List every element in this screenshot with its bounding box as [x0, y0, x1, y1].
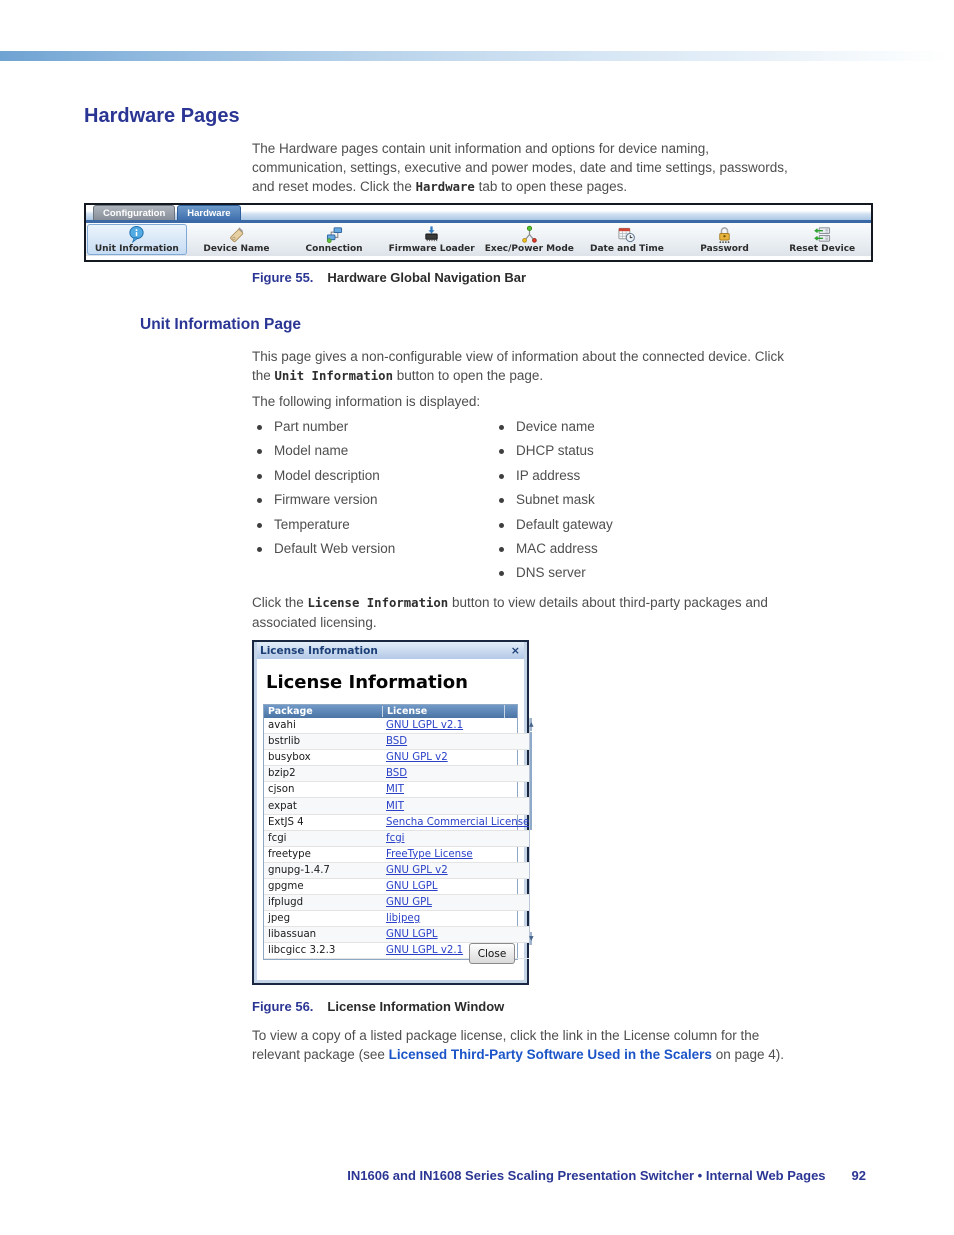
license-window — [252, 640, 534, 985]
window-content — [257, 659, 534, 980]
license-table — [263, 704, 534, 960]
close-button[interactable]: Close — [469, 943, 515, 964]
list-item: DHCP status — [494, 443, 613, 467]
window-heading: License Information — [266, 672, 468, 693]
list-item: Default gateway — [494, 517, 613, 541]
table-row — [264, 798, 529, 814]
intro-line: and reset modes. Click the Hardware tab to open these pages. — [252, 179, 628, 194]
scroll-up-button[interactable]: ▲ — [530, 718, 532, 731]
license-link[interactable]: GNU GPL v2 — [386, 752, 448, 764]
toolbar-button-unit-information[interactable]: Unit Information — [87, 224, 187, 255]
table-row — [264, 718, 529, 734]
node-tree-icon — [520, 225, 539, 244]
table-row — [264, 911, 529, 927]
package-name: gpgme — [268, 880, 304, 892]
package-name: ExtJS 4 — [268, 816, 304, 828]
table-body — [264, 718, 534, 959]
package-name: libcgicc 3.2.3 — [268, 945, 336, 957]
page-number: 92 — [851, 1168, 866, 1183]
table-row — [264, 831, 529, 847]
figure-title: Hardware Global Navigation Bar — [327, 270, 527, 285]
table-row — [264, 847, 529, 863]
column-header-scrollbar — [504, 705, 517, 718]
page-title: Hardware Pages — [84, 105, 240, 127]
package-name: ifplugd — [268, 897, 304, 909]
package-name: libassuan — [268, 929, 317, 941]
license-link[interactable]: BSD — [386, 736, 408, 748]
license-link[interactable]: MIT — [386, 784, 405, 796]
list-item: Firmware version — [252, 492, 395, 516]
list-item: DNS server — [494, 565, 613, 589]
window-titlebar — [257, 642, 524, 659]
license-link[interactable]: fcgi — [386, 832, 405, 844]
package-name: bzip2 — [268, 768, 296, 780]
section-intro-paragraph: This page gives a non-configurable view of information about the connected device. Click the Unit Information button to open the page. — [252, 349, 785, 383]
unit-information-code-text: Unit Information — [274, 369, 393, 383]
figure-label: Figure 55. — [252, 270, 314, 285]
section-title: Unit Information Page — [140, 316, 302, 333]
list-item: Temperature — [252, 517, 395, 541]
toolbar-button-reset-device[interactable]: Reset Device — [773, 223, 871, 256]
tab-hardware[interactable]: Hardware — [177, 205, 240, 220]
closing-paragraph: To view a copy of a listed package license, click the link in the License column for the relevant package (see Licensed Third-Party Software Used in the Scalers on page 4). — [252, 1028, 785, 1062]
license-link[interactable]: libjpeg — [386, 913, 421, 925]
reset-device-icon — [813, 225, 832, 244]
toolbar-button-device-name[interactable]: Device Name — [188, 223, 286, 256]
license-link[interactable]: GNU LGPL — [386, 880, 438, 892]
hardware-toolbar — [86, 223, 871, 256]
scrollbar[interactable] — [529, 718, 534, 945]
top-gradient-bar — [0, 51, 954, 61]
list-intro: The following information is displayed: — [252, 394, 481, 409]
package-name: jpeg — [268, 913, 291, 925]
package-name: expat — [268, 800, 297, 812]
license-paragraph: Click the License Information button to view details about third-party packages and associated licensing. — [252, 595, 768, 630]
package-name: freetype — [268, 848, 311, 860]
table-row — [264, 766, 529, 782]
list-item: IP address — [494, 468, 613, 492]
list-item: Part number — [252, 419, 395, 443]
intro-paragraph — [252, 139, 892, 197]
table-row — [264, 879, 529, 895]
list-item: Device name — [494, 419, 613, 443]
toolbar-button-connection[interactable]: Connection — [285, 223, 383, 256]
license-link[interactable]: Sencha Commercial License — [386, 816, 530, 828]
scroll-down-button[interactable]: ▼ — [530, 932, 532, 945]
page-footer — [252, 1168, 866, 1183]
column-header-license: License — [382, 706, 504, 717]
license-link[interactable]: GNU LGPL v2.1 — [386, 720, 464, 732]
license-link[interactable]: GNU LGPL — [386, 929, 438, 941]
table-header-row — [264, 705, 517, 718]
third-party-software-link[interactable]: Licensed Third-Party Software Used in the Scalers — [388, 1047, 712, 1062]
package-name: fcgi — [268, 832, 287, 844]
toolbar-button-exec-power-mode[interactable]: Exec/Power Mode — [481, 223, 579, 256]
list-item: Subnet mask — [494, 492, 613, 516]
table-row — [264, 895, 529, 911]
license-link[interactable]: MIT — [386, 800, 405, 812]
list-item: Model description — [252, 468, 395, 492]
package-name: busybox — [268, 752, 311, 764]
package-name: bstrlib — [268, 736, 301, 748]
figure-55-caption — [252, 270, 526, 285]
package-name: avahi — [268, 720, 296, 732]
license-link[interactable]: BSD — [386, 768, 408, 780]
toolbar-button-date-and-time[interactable]: Date and Time — [578, 223, 676, 256]
unit-info-list-right — [494, 419, 613, 590]
package-name: gnupg-1.4.7 — [268, 864, 330, 876]
list-item: MAC address — [494, 541, 613, 565]
toolbar-button-firmware-loader[interactable]: Firmware Loader — [383, 223, 481, 256]
navbar-figure — [84, 203, 873, 262]
figure-title: License Information Window — [327, 999, 505, 1014]
table-row — [264, 815, 529, 831]
network-connection-icon — [325, 225, 344, 244]
tab-strip — [86, 205, 871, 223]
license-link[interactable]: FreeType License — [386, 848, 473, 860]
intro-line: communication, settings, executive and power modes, date and time settings, passwords, — [252, 160, 788, 175]
table-row — [264, 782, 529, 798]
hardware-code-text: Hardware — [415, 180, 475, 194]
firmware-chip-icon — [422, 225, 441, 244]
license-link[interactable]: GNU GPL v2 — [386, 864, 448, 876]
list-item: Model name — [252, 443, 395, 467]
license-link[interactable]: GNU LGPL v2.1 — [386, 945, 464, 957]
figure-label: Figure 56. — [252, 999, 314, 1014]
scroll-thumb[interactable] — [530, 732, 532, 830]
calendar-clock-icon — [617, 225, 636, 244]
table-row — [264, 734, 529, 750]
name-tag-icon — [227, 225, 246, 244]
close-icon[interactable]: × — [510, 644, 520, 657]
info-bubble-icon — [127, 225, 146, 244]
padlock-icon — [715, 225, 734, 244]
table-row — [264, 750, 529, 766]
table-rows — [264, 718, 529, 959]
window-title: License Information — [260, 644, 378, 657]
table-row — [264, 863, 529, 879]
package-name: cjson — [268, 784, 295, 796]
license-information-code-text: License Information — [307, 596, 449, 610]
column-header-package: Package — [268, 706, 313, 717]
intro-line: The Hardware pages contain unit information and options for device naming, — [252, 141, 710, 156]
footer-text: IN1606 and IN1608 Series Scaling Presentation Switcher • Internal Web Pages — [347, 1168, 826, 1183]
list-item: Default Web version — [252, 541, 395, 565]
tab-configuration[interactable]: Configuration — [93, 205, 175, 220]
toolbar-button-password[interactable]: Password — [676, 223, 774, 256]
unit-info-list-left — [252, 419, 395, 565]
table-row — [264, 927, 529, 943]
license-link[interactable]: GNU GPL — [386, 897, 432, 909]
figure-56-caption — [252, 999, 504, 1014]
